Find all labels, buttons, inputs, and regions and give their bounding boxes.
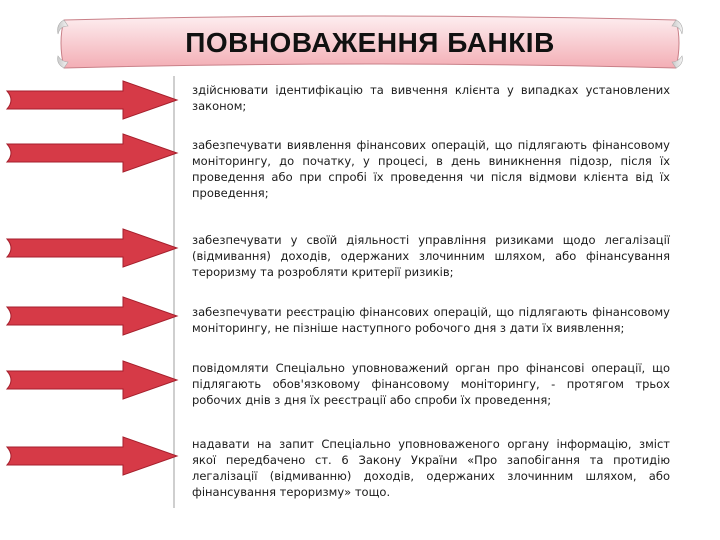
arrow-right-icon [5, 360, 179, 400]
list-item-text: надавати на запит Спеціально уповноваженого органу інформацію, зміст якої передбачено ст. 6 Закону України «Про запобігання та протидію легалізації (відмиванню) доходів, одержаних злочинним шляхом, або фінансування тероризму» тощо. [192, 437, 670, 499]
title-banner [50, 12, 690, 74]
list-item-text: забезпечувати реєстрацію фінансових операцій, що підлягають фінансовому моніторингу, не пізніше наступного робочого дня з дати їх виявлення; [192, 305, 670, 335]
arrow-right-icon [5, 133, 179, 173]
arrow-right-icon [5, 228, 179, 268]
page-title: ПОВНОВАЖЕННЯ БАНКІВ [185, 27, 555, 58]
arrow-right-icon [5, 80, 179, 120]
list-item-text: забезпечувати виявлення фінансових операцій, що підлягають фінансовому моніторингу, до початку, у процесі, в день виникнення підозр, після їх проведення або при спробі їх проведення чи після відмови клієнта від їх проведення; [192, 138, 670, 200]
list-item-text: повідомляти Спеціально уповноважений орган про фінансові операції, що підлягають обов'язковому фінансовому моніторингу, - протягом трьох робочих днів з дня їх реєстрації або спроби їх проведення; [192, 361, 670, 407]
list-item-text: забезпечувати у своїй діяльності управління ризиками щодо легалізації (відмивання) доходів, одержаних злочинним шляхом, або фінансування тероризму та розробляти критерії ризиків; [192, 233, 670, 279]
arrow-right-icon [5, 436, 179, 476]
list-item-text: здійснювати ідентифікацію та вивчення клієнта у випадках установлених законом; [192, 83, 670, 113]
arrow-right-icon [5, 296, 179, 336]
